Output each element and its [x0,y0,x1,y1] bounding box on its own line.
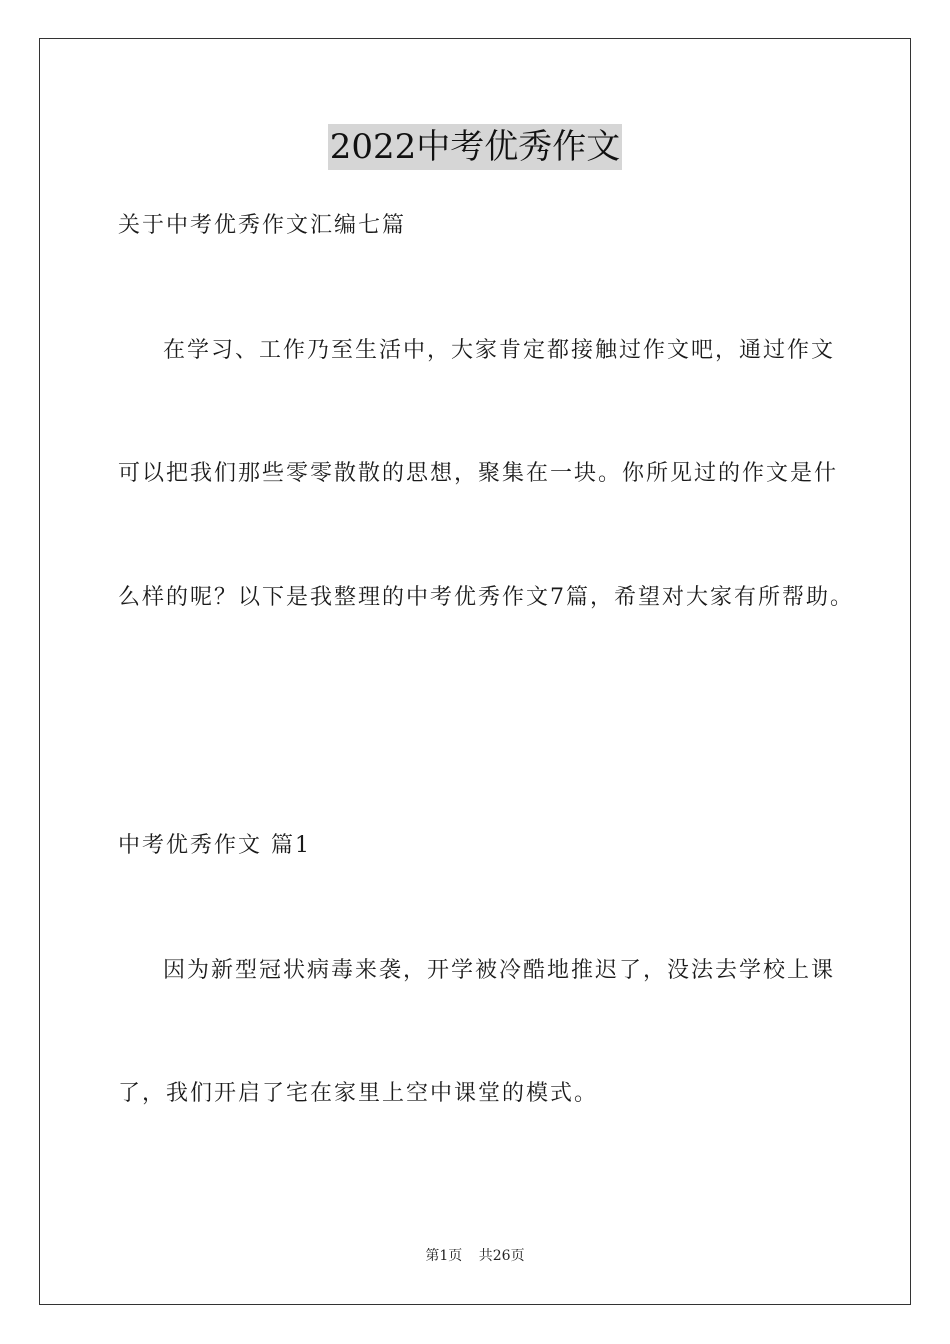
intro-line-3: 么样的呢？以下是我整理的中考优秀作文7篇，希望对大家有所帮助。 [118,585,854,610]
page-number: 第1页 [425,1248,463,1264]
intro-line-1: 在学习、工作乃至生活中，大家肯定都接触过作文吧，通过作文 [163,338,836,363]
document-title: 2022中考优秀作文 [328,124,623,170]
title-container [0,124,950,170]
page-total: 共26页 [478,1248,525,1264]
section-line-1: 因为新型冠状病毒来袭，开学被冷酷地推迟了，没法去学校上课 [163,958,836,983]
document-subtitle: 关于中考优秀作文汇编七篇 [118,213,407,238]
section-line-2: 了，我们开启了宅在家里上空中课堂的模式。 [118,1081,599,1106]
intro-line-2: 可以把我们那些零零散散的思想，聚集在一块。你所见过的作文是什 [118,461,839,486]
section-heading: 中考优秀作文 篇1 [118,833,311,858]
page-footer [0,1246,950,1266]
